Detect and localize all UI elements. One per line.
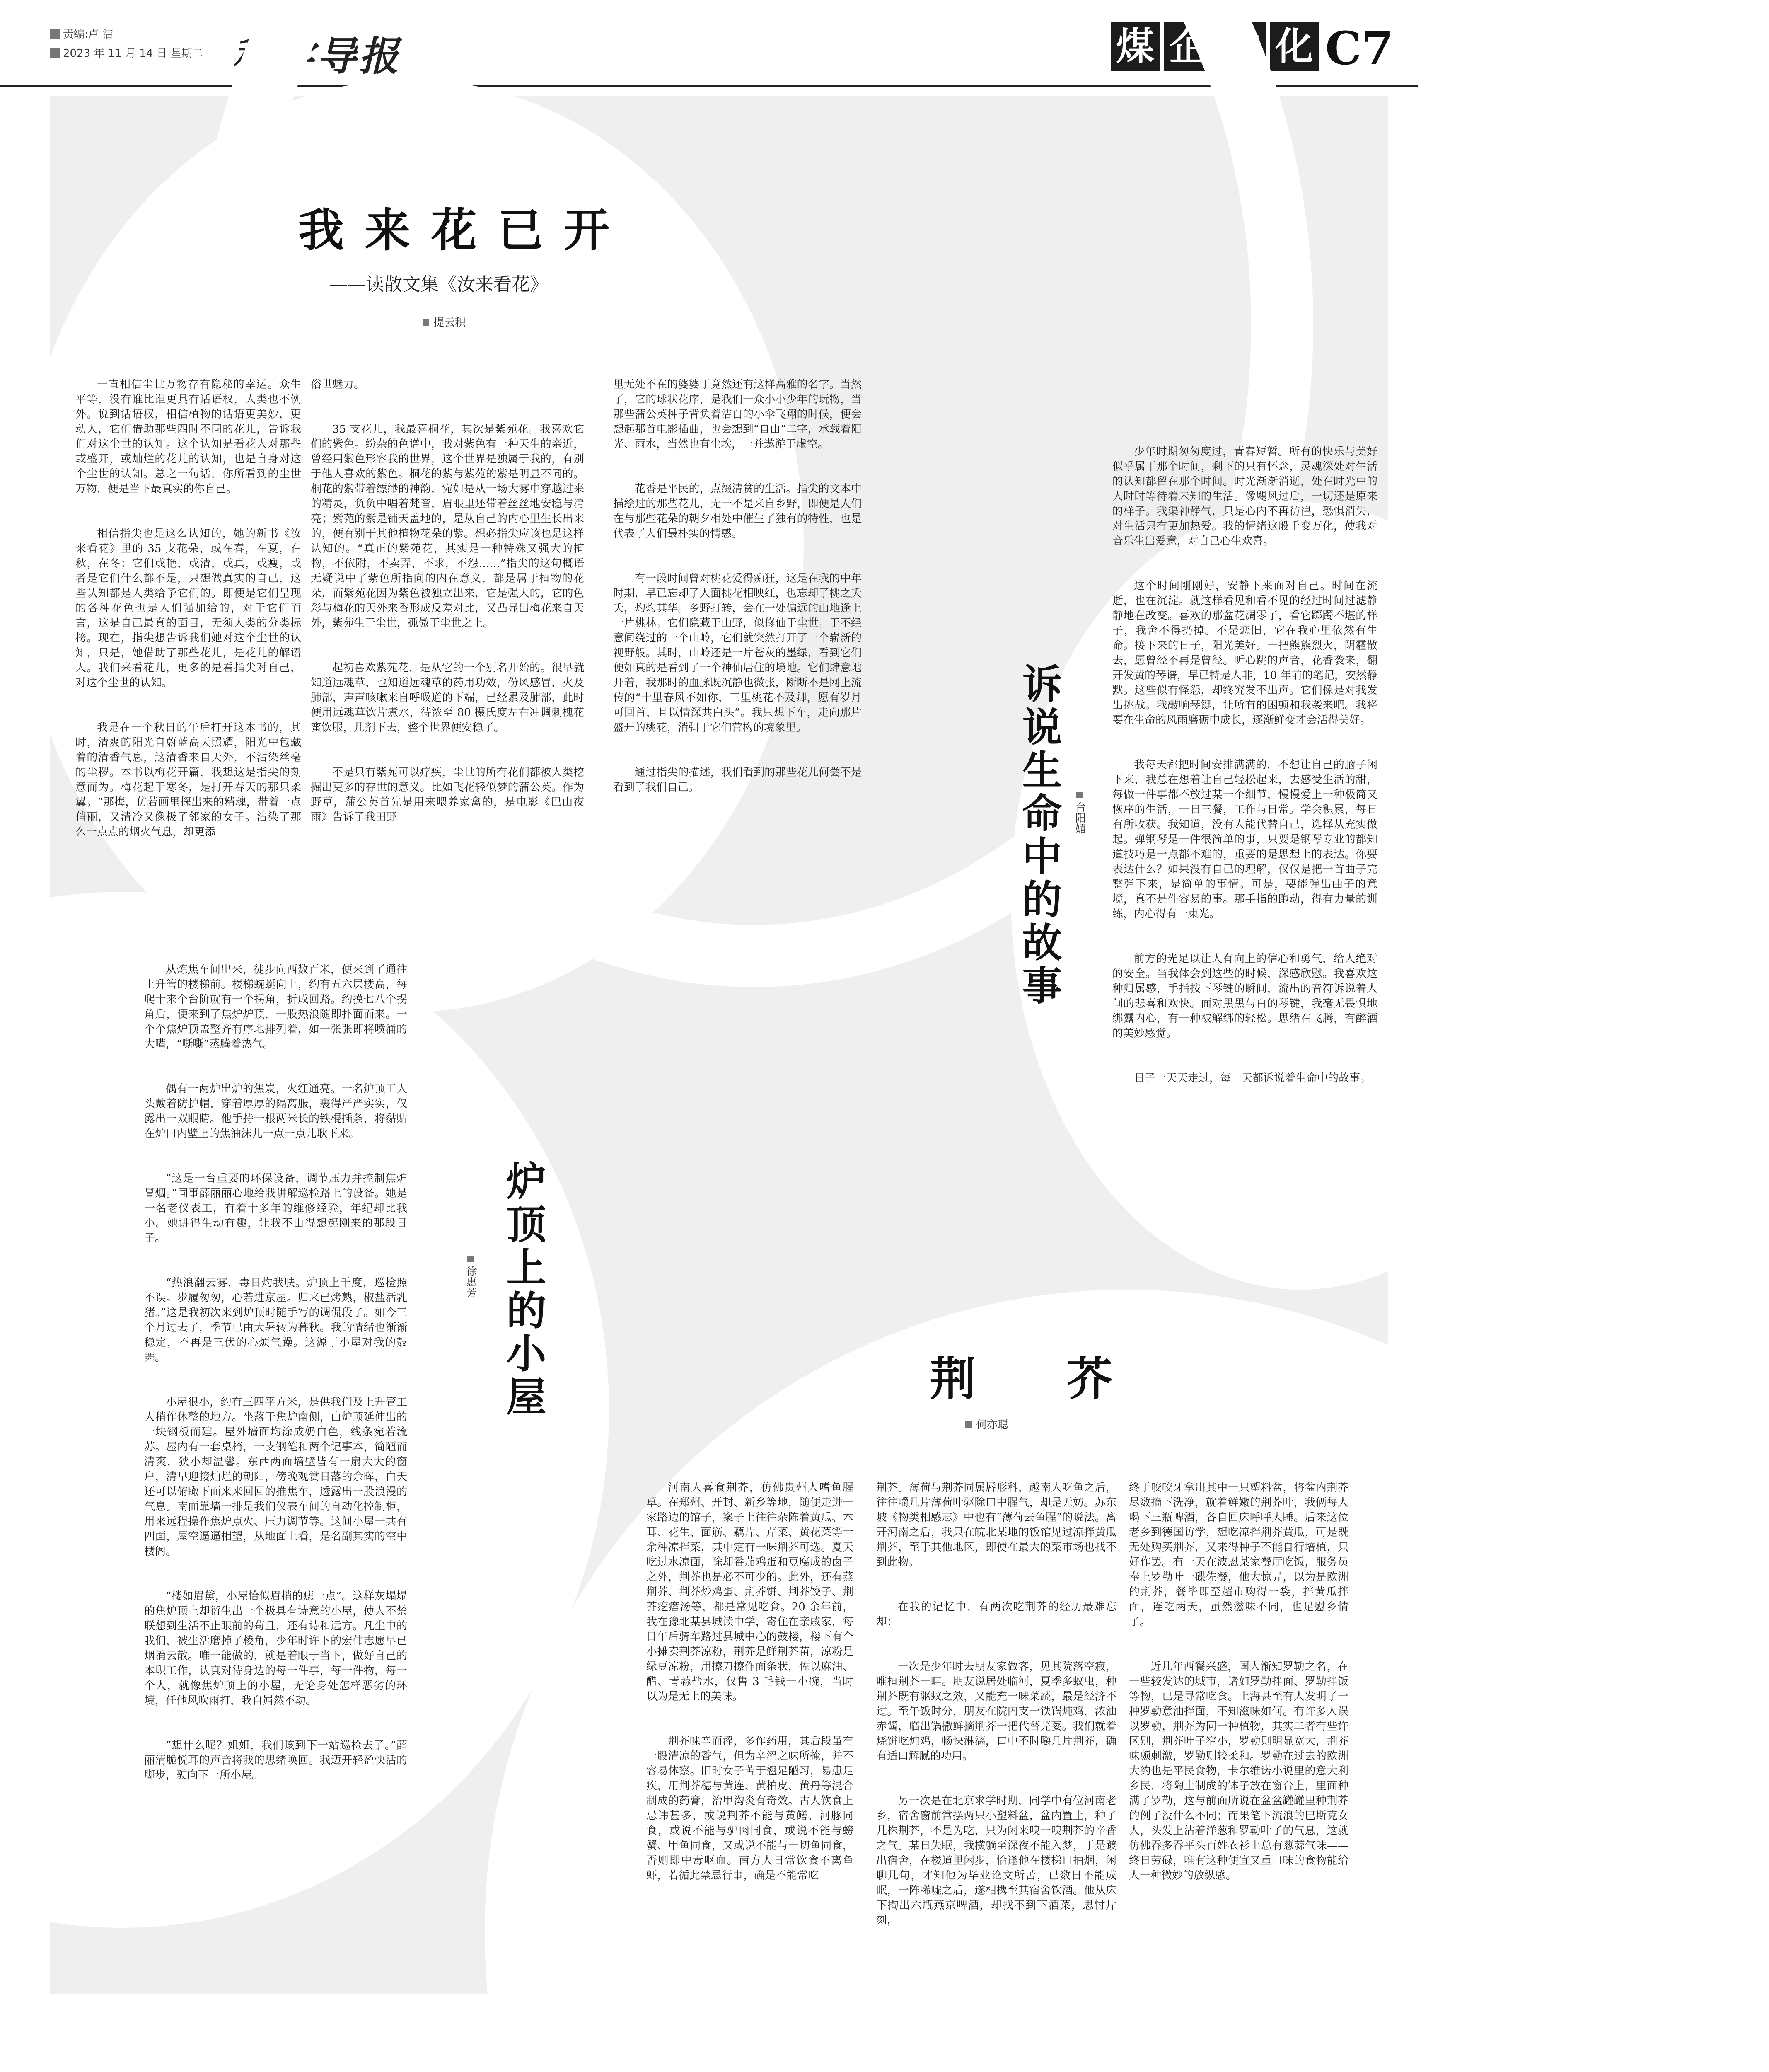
section-char: 企 [1164,22,1213,71]
article-column [613,347,862,820]
paragraph: 另一次是在北京求学时期，同学中有位河南老乡，宿舍窗前常摆两只小塑料盆，盆内置土，种了几株荆芥，不是为吃，只为闲来嗅一嗅荆芥的辛香之气。某日失眠，我横躺至深夜不能入梦，于是踱出宿舍，在楼道里闲步，恰逢他在楼梯口抽烟，闲聊几句，才知他为毕业论文所苦，已数日不能成眠，一阵唏嘘之后，遂相携至其宿舍饮酒。他从床下掏出六瓶燕京啤酒，却找不到下酒菜，思忖片刻， [876,1795,1116,1927]
newspaper-logo: 科学导报 [232,33,401,80]
paragraph: 偶有一两炉出炉的焦炭，火红通亮。一名炉顶工人头戴着防护帽，穿着厚厚的隔离服，裹得严严实实，仅露出一双眼睛。他手持一根两米长的铁棍插条，将黏贴在炉口内壁上的焦油沫儿一点一点儿耿下来。 [144,1083,407,1140]
paragraph: 通过指尖的描述，我们看到的那些花儿何尝不是看到了我们自己。 [613,766,862,794]
article-column [144,932,407,1782]
article-column [75,347,301,838]
paragraph: 少年时期匆匆度过，青春短暂。所有的快乐与美好似乎属于那个时间，剩下的只有怀念，灵魂深处对生活的认知都留在那个时间。时光渐渐消逝，处在时光中的人时时等待着未知的生活。像飓风过后，一切还是原来的样子。我渠神静气，只是心内不再彷徨，恐惧消失，对生活只有更加热爱。我的情绪这般千变万化，使我对音乐生出爱意，对自己心生欢喜。 [1112,445,1378,547]
article-column [311,347,584,823]
paragraph: “楼如眉黛，小屋恰似眉梢的痣一点”。这样灰塌塌的焦炉顶上却衍生出一个极具有诗意的小屋，使人不禁联想到生活不止眼前的苟且，还有诗和远方。凡尘中的我们，被生活磨掉了棱角，少年时许下的宏伟志愿早已烟消云散。唯一能做的，就是着眼于当下，做好自己的本职工作，认真对待身边的每一件事，每一件物，每一个人，就像焦炉顶上的小屋，无论身处怎样恶劣的环境，任他风吹雨打，我自岿然不动。 [144,1590,407,1707]
section-char: 化 [1270,22,1319,71]
paragraph: 有一段时间曾对桃花爱得痴狂，这是在我的中年时期，早已忘却了人面桃花相映红，也忘却了桃之夭夭，灼灼其华。乡野打转，会在一处偏远的山地逢上一片桃林。它们隐藏于山野，似修仙于尘世。于不经意间绕过的一个山岭，它们就突然打开了一个崭新的视野般。其时，山岭还是一片苍灰的墨绿，看到它们便如真的是看到了一个神仙居住的境地。它们肆意地开着，我那时的血脉既沉静也微张，断断不是网上流传的“十里春风不如你，三里桃花不及卿，愿有岁月可回首，且以情深共白头”。我只想下车，走向那片盛开的桃花，消弭于它们营构的境象里。 [613,572,862,734]
paragraph: “想什么呢？姐姐，我们该到下一站巡检去了。”薛丽清脆悦耳的声音将我的思绪唤回。我迈开轻盈快活的脚步，驶向下一所小屋。 [144,1739,407,1782]
article-column [876,1450,1116,1964]
article-title: 炉顶上的小屋 [500,1160,547,1419]
date-line: 2023 年 11 月 14 日 星期二 [50,45,203,60]
paragraph: 近几年西餐兴盛，国人渐知罗勒之名，在一些较发达的城市，诸如罗勒拌面、罗勒拌饭等物，已是寻常吃食。上海甚至有人发明了一种罗勒意油拌面，不知滋味如何。有许多人误以罗勒，荆芥为同一种植物，其实二者有些许区别，荆芥叶子窄小，罗勒则明显宽大，荆芥味颇刺激，罗勒则较柔和。罗勒在过去的欧洲大约也是平民食物，卡尔维诺小说里的意大利乡民，将陶土制成的钵子放在窗台上，里面种满了罗勒，这与前面所说在盆盆罐罐里种荆芥的例子没什么不同；而果笔下流浪的巴斯克女人，头发上沾着洋葱和罗勒叶子的气息，这就仿佛吞多吞平头百姓衣衫上总有葱蒜气味——终日劳碌，唯有这种便宜又重口味的食物能给人一种微妙的放纵感。 [1129,1661,1348,1882]
paragraph: 日子一天天走过，每一天都诉说着生命中的故事。 [1134,1072,1371,1084]
paragraph: 俗世魅力。 [311,378,365,391]
paragraph: 一次是少年时去朋友家做客，见其院落空寂，唯植荆芥一畦。朋友说居处临河，夏季多蚊虫，种荆芥既有驱蚊之效，又能充一味菜蔬，最是经济不过。至午饭时分，朋友在院内支一铁锅炖鸡，浓油赤酱，临出锅撒鲜摘荆芥一把代替芫荽。我们就着烧饼吃炖鸡，畅快淋漓，口中不时嚼几片荆芥，确有适口解腻的功用。 [876,1661,1116,1762]
section-char: 煤 [1111,22,1160,71]
paragraph: “这是一台重要的环保设备，调节压力并控制焦炉冒烟。”同事薛丽丽心地给我讲解巡检路上的设备。她是一名老仪表工，有着十多年的维修经验，年纪却比我小。她讲得生动有趣，让我不由得想起刚来的那段日子。 [144,1172,407,1244]
paragraph: 小屋很小，约有三四平方米，是供我们及上升管工人稍作休整的地方。坐落于焦炉南侧，由炉顶延伸出的一块钢板而建。屋外墙面均涂成奶白色，线条宛若流苏。屋内有一套桌椅，一支钢笔和两个记事本，简陋而清爽，狭小却温馨。东西两面墙壁皆有一扇大大的窗户，清早迎接灿烂的朝阳，傍晚观赏日落的余晖，白天还可以俯瞰下面来来回回的推焦车，透露出一股浪漫的气息。南面靠墙一排是我们仪表车间的自动化控制柜，用来远程操作焦炉点火、压力调节等。这间小屋一共有四面，屋空逼逼相望，从地面上看，是名副其实的空中楼阁。 [144,1396,407,1558]
paragraph: 从炼焦车间出来，徒步向西数百米，便来到了通往上升管的楼梯前。楼梯蜿蜒向上，约有五六层楼高，每爬十来个台阶就有一个拐角，折成回路。约摸七八个拐角后，便来到了焦炉炉顶，一股热浪随即扑面而来。一个个焦炉顶盖整齐有序地排列着，如一张张即将喷涌的大嘴，“嘶嘶”蒸腾着热气。 [144,963,407,1051]
paragraph: 荆芥味辛而涩，多作药用，其后段虽有一股清凉的香气，但为辛涩之味所掩，并不容易体察。旧时女子苦于翘足陋习，易患足疾，用荆芥穗与黄连、黄柏皮、黄丹等混合制成的药膏，治甲沟炎有奇效。古人饮食上忌讳甚多，或说荆芥不能与黄鳝、河豚同食，或说不能与驴肉同食，或说不能与螃蟹、甲鱼同食，又或说不能与一切鱼同食，否则即中毒呕血。南方人日常饮食不离鱼虾，若循此禁忌行事，确是不能常吃 [646,1735,853,1882]
paragraph: 花香是平民的，点缀清贫的生活。指尖的文本中描绘过的那些花儿，无一不是来自乡野，即便是人们在与那些花朵的朝夕相处中催生了独有的特性，也是代表了人们最朴实的情感。 [613,483,862,540]
paragraph: 35 支花儿，我最喜桐花，其次是紫苑花。我喜欢它们的紫色。纷杂的色谱中，我对紫色有一种天生的亲近，曾经用紫色形容我的世界，这个世界是独属于我的，有别于他人喜欢的紫色。桐花的紫与紫苑的紫是明显不同的。桐花的紫带着缥缈的神韵，宛如是从一场大雾中穿越过来的精灵，负负中唱着梵音，眉眼里还带着丝丝地安稳与清亮；紫苑的紫是铺天盖地的，是从自己的内心里生长出来的，便有别于其他植物花朵的紫。想必指尖应该也是这样认知的。“真正的紫苑花，其实是一种特殊又强大的植物，不依附，不卖弄，不求，不怨……”指尖的这句概语无疑说中了紫色所指向的内在意义，都是属于植物的花朵，而紫苑花因为紫色被独立出来，它是强大的，它的色彩与梅花的天外来香形成反差对比，又凸显出梅花来自天外，紫苑生于尘世，孤傲于尘世之上。 [311,423,584,629]
paragraph: 前方的光足以让人有向上的信心和勇气，给人绝对的安全。当我体会到这些的时候，深感欣慰。我喜欢这种归属感，手指按下琴键的瞬间，流出的音符诉说着人间的悲喜和欢快。面对黑黑与白的琴键，我毫无畏惧地绑露内心，有一种被解绑的轻松。思绪在飞腾，有醉酒的美妙感觉。 [1112,953,1378,1040]
paragraph: 这个时间刚刚好，安静下来面对自己。时间在流逝，也在沉淀。就这样看见和看不见的经过时间过滤静静地在改变。喜欢的那盆花凋零了，看它踯躅不堪的样子，我舍不得扔掉。不是恋旧，它在我心里依然有生命。接下来的日子，阳光美好。一把熊熊烈火，阴霾散去，愿曾经不再是曾经。听心跳的声音，花香袭来，翻开发黄的琴谱，早已特是人非，10 年前的笔记，安然静默。这些似有怪怨，却终究发不出声。它们像是对我发出挑战。我敲响琴键，让所有的困顿和我袭来吧。我将要在生命的风雨磨砺中成长，逐渐鲜变才会活得美好。 [1112,580,1378,726]
section-char: 文 [1217,22,1266,71]
page-number: C7 [1325,22,1393,75]
article-title: 诉说生命中的故事 [1016,663,1063,1008]
paragraph: 相信指尖也是这么认知的，她的新书《汝来看花》里的 35 支花朵，或在春，在夏，在秋，在冬；它们或艳，或清，或真，或瘦，或者是它们什么都不是，只想做真实的自己，这些认知都是人类给予它们的。即便是它们呈现的各种花色也是人们强加给的，对于它们而言，这是自己最真的面目，无须人类的分类标榜。现在，指尖想告诉我们她对这个尘世的认知，只是，她借助了那些花儿，是花儿的解语人。我们来看花儿，更多的是看指尖对自己，对这个尘世的认知。 [75,528,301,689]
article-subtitle: ——读散文集《汝来看花》 [329,274,548,295]
paragraph: 一直相信尘世万物存有隐秘的幸运。众生平等，没有谁比谁更具有话语权，人类也不例外。说到话语权，相信植物的话语更美妙，更动人，它们借助那些四时不同的花儿，告诉我们对这尘世的认知。这个认知是看花人对那些或盛开，或灿烂的花儿的认知，也是自身对这个尘世的认知。总之一句话，你所看到的尘世万物，便是当下最真实的你自己。 [75,378,301,495]
paragraph: 在我的记忆中，有两次吃荆芥的经历最难忘却： [876,1601,1116,1628]
paragraph: 河南人喜食荆芥，仿佛贵州人嗜鱼腥草。在郑州、开封、新乡等地，随便走进一家路边的馆子，案子上往往杂陈着黄瓜、木耳、花生、面筋、藕片、芹菜、黄花菜等十余种凉拌菜，其中定有一味荆芥可选。夏天吃过水凉面，除却番茄鸡蛋和豆腐成的卤子之外，荆芥也是必不可少的。此外，还有蒸荆芥、荆芥炒鸡蛋、荆芥饼、荆芥饺子、荆芥疙瘩汤等，都是常见吃食。20 余年前，我在豫北某县城读中学，寄住在亲戚家，每日午后骑车路过县城中心的鼓楼，楼下有个小摊卖荆芥凉粉，荆芥是鲜荆芥苗，凉粉是绿豆凉粉，用擦刀擦作面条状，佐以麻油、醋、青蒜盐水，仅售 3 毛钱一小碗，当时以为是无上的美味。 [646,1481,853,1703]
article-author: 台阳媚 [1072,792,1088,834]
article-title: 我 来 花 已 开 [298,203,612,257]
paragraph: 我是在一个秋日的午后打开这本书的，其时，清爽的阳光自蔚蓝高天照耀，阳光中包藏着的清香气息，这清香来自天外，不沾染丝毫的尘秽。本书以梅花开篇，我想这是指尖的刻意而为。梅花起于寒冬，是打开春天的那只柔翼。“那梅，仿若画里探出来的精魂，带着一点俏丽，又清冷又像极了邻家的女子。沾染了那么一点点的烟火气息，却更添 [75,721,301,838]
paragraph: 里无处不在的婆婆丁竟然还有这样高雅的名字。当然了，它的球状花序，是我们一众小小少年的玩物，当那些蒲公英种子背负着洁白的小伞飞翔的时候，便会想起那首电影插曲，也会想到“自由”二字，承载着阳光、雨水，当然也有尘埃，一并遨游于虚空。 [613,378,862,450]
paragraph: 荆芥。薄荷与荆芥同属唇形科，越南人吃鱼之后，往往嚼几片薄荷叶驱除口中腥气，却是无妨。苏东坡《物类相感志》中也有“薄荷去鱼腥”的说法。离开河南之后，我只在皖北某地的饭馆见过凉拌黄瓜荆芥，至于其他地区，即使在最大的菜市场也找不到此物。 [876,1481,1116,1569]
article-column [1129,1450,1348,1968]
paragraph: “热浪翻云雾，毒日灼我肤。炉顶上千度，巡检照不误。步履匆匆，心若进京屋。归来已烤熟，椒盐活乳猪。”这是我初次来到炉顶时随手写的调侃段子。如今三个月过去了，季节已由大暑转为暮秋。我的情绪也渐渐稳定，不再是三伏的心烦气躁。这源于小屋对我的鼓舞。 [144,1277,407,1364]
paragraph: 不是只有紫苑可以疗疾，尘世的所有花们都被人类挖掘出更多的存世的意义。比如飞花轻似梦的蒲公英。作为野草，蒲公英首先是用来喂养家禽的，是电影《巴山夜雨》告诉了我田野 [311,766,584,823]
article-author: 徐惠芳 [463,1256,479,1298]
paragraph: 起初喜欢紫苑花，是从它的一个别名开始的。很早就知道远魂草，也知道远魂草的药用功效，份风感冒，火及肺部，声声咳嗽来自呼吸道的下端，已经累及肺部，此时便用远魂草饮片煮水，待浓至 80 摄氏度左右冲调刺槐花蜜饮服，几剂下去，整个世界便安稳了。 [311,662,584,734]
article-author: 何亦聪 [965,1416,1008,1432]
paragraph: 终于咬咬牙拿出其中一只塑料盆，将盆内荆芥尽数摘下洗净，就着鲜嫩的荆芥叶，我俩每人喝下三瓶啤酒，各自回床呼呼大睡。后来这位老乡到德国访学，想吃凉拌荆芥黄瓜，可是既无处购买荆芥，又来得种子不能自行培植，只好作罢。有一天在波恩某家餐厅吃饭，服务员奉上罗勒叶一碟佐餐，他大惊异，以为是欧洲的荆芥，餐毕即至超市购得一袋，拌黄瓜拌面，连吃两天，虽然滋味不同，也足慰乡情了。 [1129,1481,1348,1628]
article-author: 提云积 [423,314,466,329]
article-column [1112,414,1378,1181]
article-column [646,1450,853,1956]
editor-line: 责编:卢 洁 [50,26,113,41]
article-title: 荆 芥 [930,1352,1112,1406]
paragraph: 我每天都把时间安排满满的，不想让自己的脑子闲下来，我总在想着让自己轻松起来，去感受生活的甜，每做一件事都不放过某一个细节，慢慢爱上一种极简又恢序的生活，一日三餐，工作与日常。学会积累，每日有所收获。我知道，没有人能代替自己，选择从充实做起。弹钢琴是一件很简单的事，只要是钢琴专业的都知道技巧是一点都不难的，重要的是思想上的表达。你要表达什么？如果没有自己的理解，仅仅是把一首曲子完整弹下来，是简单的事情。可是，要能弹出曲子的意境，真不是件容易的事。那手指的跑动，得有力量的训练，内心得有一束光。 [1112,759,1378,920]
